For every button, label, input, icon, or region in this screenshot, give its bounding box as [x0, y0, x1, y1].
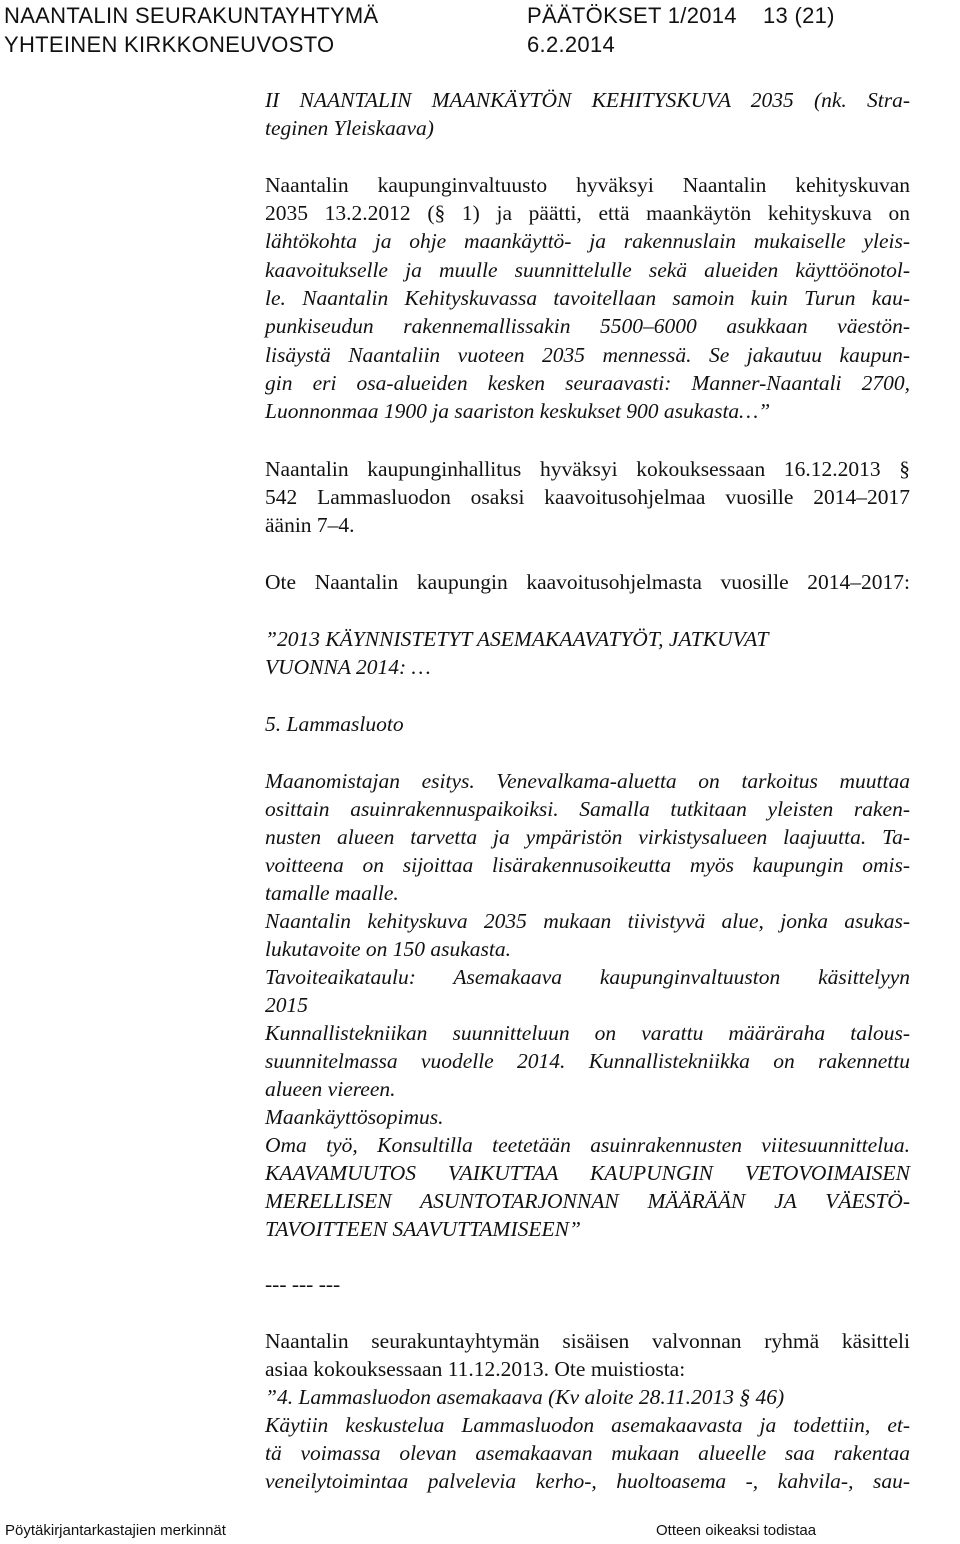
body-name: YHTEINEN KIRKKONEUVOSTO	[4, 32, 335, 57]
text-line: Ote Naantalin kaupungin kaavoitusohjelmasta vuosille 2014–2017:	[265, 570, 910, 594]
text-line: TAVOITTEEN SAAVUTTAMISEEN”	[265, 1217, 581, 1241]
text-line: kaavoitukselle ja muulle suunnittelulle sekä alueiden käyttöönotol-	[265, 258, 910, 282]
section-heading: II NAANTALIN MAANKÄYTÖN KEHITYSKUVA 2035 (nk. Stra-	[265, 88, 910, 112]
footer-right: Otteen oikeaksi todistaa	[656, 1522, 817, 1539]
text-line: ”2013 KÄYNNISTETYT ASEMAKAAVATYÖT, JATKUVAT	[265, 627, 769, 651]
page-number: 13 (21)	[763, 3, 835, 28]
text-line: tamalle maalle.	[265, 881, 399, 905]
text-line: MERELLISEN ASUNTOTARJONNAN MÄÄRÄÄN JA VÄESTÖ-	[265, 1189, 910, 1213]
text-segment: Se jakautuu kaupun-	[709, 343, 910, 367]
text-line: gin eri osa-alueiden kesken seuraavasti: Manner-Naantali 2700,	[265, 371, 910, 395]
doc-type: PÄÄTÖKSET 1/2014	[527, 3, 737, 28]
org-name: NAANTALIN SEURAKUNTAYHTYMÄ	[4, 3, 379, 28]
footer-left: Pöytäkirjantarkastajien merkinnät	[5, 1522, 226, 1539]
section-heading: teginen Yleiskaava)	[265, 116, 434, 140]
meeting-date: 6.2.2014	[527, 32, 616, 57]
text-line: 2035 13.2.2012 (§ 1) ja päätti, että maankäytön kehityskuva on	[265, 201, 910, 225]
text-line: Naantalin kehityskuva 2035 mukaan tiivistyvä alue, jonka asukas-	[265, 909, 910, 933]
text-line: Oma työ, Konsultilla teetetään asuinrakennusten viitesuunnittelua.	[265, 1133, 910, 1157]
separator-text: --- --- ---	[265, 1272, 341, 1296]
text-line: alueen viereen.	[265, 1077, 396, 1101]
text-line: Naantalin seurakuntayhtymän sisäisen valvonnan ryhmä käsitteli	[265, 1329, 910, 1353]
text-line	[265, 341, 910, 370]
text-line: äänin 7–4.	[265, 513, 355, 537]
text-segment: lisäystä Naantaliin vuoteen 2035 mennessä.	[265, 343, 692, 367]
text-line: veneilytoimintaa palvelevia kerho-, huoltoasema -, kahvila-, sau-	[265, 1469, 910, 1493]
text-line: tä voimassa olevan asemakaavan mukaan alueelle saa rakentaa	[265, 1441, 910, 1465]
text-line: 2015	[265, 993, 308, 1017]
text-line: Maankäyttösopimus.	[265, 1105, 444, 1129]
text-line: 5. Lammasluoto	[265, 712, 404, 736]
text-line: Maanomistajan esitys. Venevalkama-aluetta on tarkoitus muuttaa	[265, 769, 910, 793]
text-line: Käytiin keskustelua Lammasluodon asemakaavasta ja todettiin, et-	[265, 1413, 910, 1437]
text-line: KAAVAMUUTOS VAIKUTTAA KAUPUNGIN VETOVOIMAISEN	[265, 1161, 910, 1185]
text-line: suunnitelmassa vuodelle 2014. Kunnallistekniikka on rakennettu	[265, 1049, 910, 1073]
text-line: Kunnallistekniikan suunnitteluun on varattu määräraha talous-	[265, 1021, 910, 1045]
text-line: ”4. Lammasluodon asemakaava (Kv aloite 28.11.2013 § 46)	[265, 1385, 785, 1409]
text-line: Tavoiteaikataulu: Asemakaava kaupunginvaltuuston käsittelyyn	[265, 965, 910, 989]
text-line: voitteena on sijoittaa lisärakennusoikeutta myös kaupungin omis-	[265, 853, 910, 877]
text-line: 542 Lammasluodon osaksi kaavoitusohjelmaa vuosille 2014–2017	[265, 485, 910, 509]
text-line: Naantalin kaupunginhallitus hyväksyi kokouksessaan 16.12.2013 §	[265, 457, 910, 481]
text-line: le. Naantalin Kehityskuvassa tavoitellaan samoin kuin Turun kau-	[265, 286, 910, 310]
text-line: punkiseudun rakennemallissakin 5500–6000 asukkaan väestön-	[265, 314, 910, 338]
text-line: osittain asuinrakennuspaikoiksi. Samalla tutkitaan yleisten raken-	[265, 797, 910, 821]
text-line: lukutavoite on 150 asukasta.	[265, 937, 512, 961]
text-line: Naantalin kaupunginvaltuusto hyväksyi Naantalin kehityskuvan	[265, 173, 910, 197]
text-line: nusten alueen tarvetta ja ympäristön virkistysalueen laajuutta. Ta-	[265, 825, 910, 849]
text-line: Luonnonmaa 1900 ja saariston keskukset 900 asukasta…”	[265, 399, 771, 423]
text-line: lähtökohta ja ohje maankäyttö- ja rakennuslain mukaiselle yleis-	[265, 229, 910, 253]
text-line: VUONNA 2014: …	[265, 655, 431, 679]
text-line: asiaa kokouksessaan 11.12.2013. Ote muistiosta:	[265, 1357, 686, 1381]
